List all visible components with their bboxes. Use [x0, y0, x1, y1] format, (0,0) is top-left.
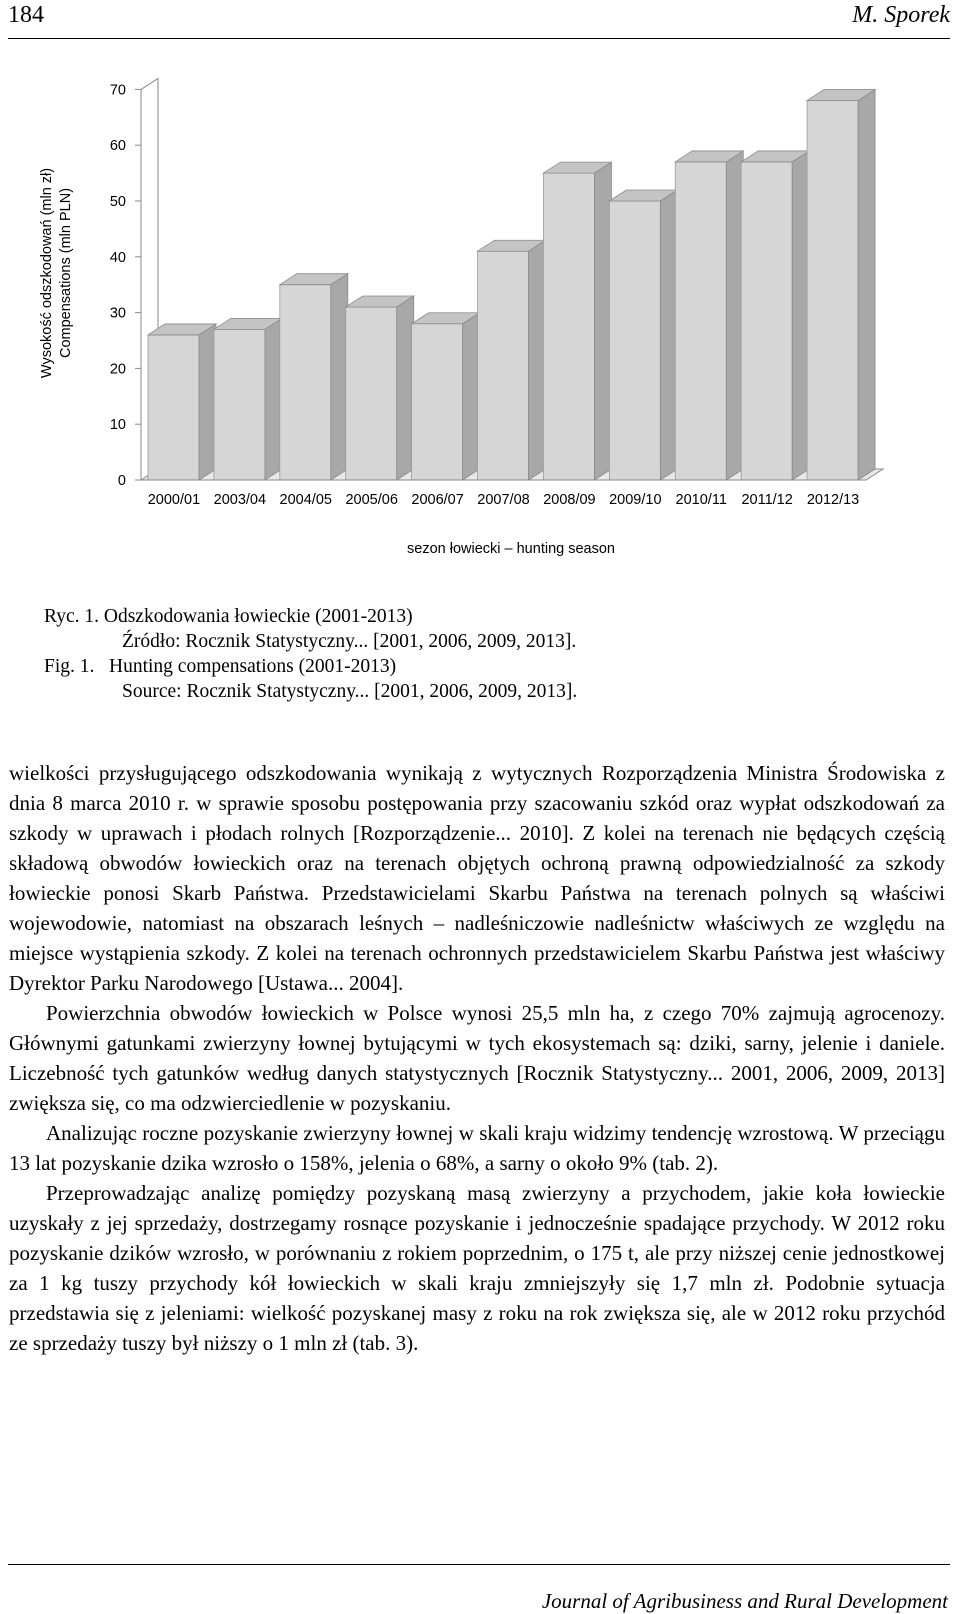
bar-side — [529, 240, 546, 480]
bar-front — [412, 324, 463, 480]
bar — [543, 162, 611, 480]
page-footer — [8, 1564, 950, 1613]
x-tick-label: 2004/05 — [279, 492, 332, 508]
y-tick-label: 50 — [109, 194, 126, 210]
article-body — [9, 758, 945, 1358]
bar-front — [609, 201, 660, 480]
bar-side — [858, 90, 875, 480]
bar-side — [726, 151, 743, 480]
bar-side — [594, 162, 611, 480]
caption-en-source: Source: Rocznik Statystyczny... [2001, 2006, 2009, 2013]. — [122, 681, 578, 702]
y-tick-label: 0 — [117, 473, 126, 489]
y-tick-label: 60 — [109, 138, 126, 155]
bar-front — [148, 335, 199, 480]
bar-front — [346, 307, 397, 480]
bar-chart — [0, 40, 960, 585]
bar-side — [463, 313, 480, 480]
x-tick-label: 2005/06 — [345, 492, 398, 508]
bar-side — [265, 318, 282, 480]
bar-side — [660, 190, 677, 480]
bar — [280, 274, 348, 480]
y-axis-label-line1: Wysokość odszkodowań (mln zł) — [39, 167, 55, 379]
bar-front — [741, 162, 792, 480]
caption-en-label: Fig. 1. — [44, 656, 95, 677]
y-tick-label: 10 — [109, 417, 126, 434]
chart-x-tick-labels — [148, 492, 860, 508]
figure-caption — [44, 604, 577, 704]
bar-front — [214, 329, 265, 480]
x-tick-label: 2011/12 — [741, 492, 793, 508]
paragraph-4: Przeprowadzając analizę pomiędzy pozyskaną masą zwierzyny a przychodem, jakie koła łowieckie uzyskały z jej sprzedaży, dostrzegamy rosnące pozyskanie i jednocześnie spadające przychody. W 2012 roku pozyskanie dzików wzrosło, w porównaniu z rokiem poprzednim, o 175 t, ale przy niższej cenie jednostkowej za 1 kg tuszy przychody kół łowieckich w skali kraju zmniejszyły się 1,7 mln zł. Podobnie sytuacja przedstawia się z jeleniami: wielkość pozyskanej masy z roku na rok zwiększa się, ale w 2012 roku przychód ze sprzedaży tuszy był niższy o 1 mln zł (tab. 3). — [9, 1181, 945, 1355]
y-tick-label: 30 — [109, 305, 126, 322]
x-tick-label: 2008/09 — [543, 492, 596, 508]
bar — [807, 90, 875, 480]
bar — [346, 296, 414, 480]
chart-y-axis — [110, 82, 141, 489]
x-tick-label: 2012/13 — [806, 492, 860, 508]
bar — [214, 318, 282, 480]
y-tick-label: 20 — [109, 361, 126, 378]
caption-en-title: Hunting compensations (2001-2013) — [109, 656, 397, 677]
caption-pl-title: Odszkodowania łowieckie (2001-2013) — [103, 606, 413, 627]
caption-pl-label: Ryc. 1. — [44, 606, 100, 627]
bar-front — [675, 162, 726, 480]
bar-front — [543, 173, 594, 480]
x-tick-label: 2010/11 — [675, 492, 727, 508]
x-tick-label: 2003/04 — [213, 492, 267, 508]
y-tick-label: 70 — [109, 82, 126, 99]
bar — [609, 190, 677, 480]
x-tick-label: 2000/01 — [147, 492, 201, 508]
y-axis-label-line2: Compensations (mln PLN) — [58, 187, 74, 359]
journal-name: Journal of Agribusiness and Rural Development — [541, 1589, 948, 1613]
chart-bars — [141, 89, 875, 480]
bar — [478, 240, 546, 480]
x-tick-label: 2006/07 — [411, 492, 464, 508]
bar-side — [331, 274, 348, 480]
page-header — [8, 0, 950, 39]
running-author: M. Sporek — [852, 2, 950, 28]
bar-front — [807, 101, 858, 480]
bar — [412, 313, 480, 480]
caption-pl-source: Źródło: Rocznik Statystyczny... [2001, 2006, 2009, 2013]. — [122, 631, 577, 652]
y-tick-label: 40 — [109, 249, 126, 266]
bar — [675, 151, 743, 480]
bar-front — [478, 251, 529, 480]
paragraph-2: Powierzchnia obwodów łowieckich w Polsce wynosi 25,5 mln ha, z czego 70% zajmują agrocenozy. Głównymi gatunkami zwierzyny łownej bytującymi w tych ekosystemach są: dziki, sarny, jelenie i daniele. Liczebność tych gatunków według danych statystycznych [Rocznik Statystyczny... 2001, 2006, 2009, 2013] zwiększa się, co ma odzwierciedlenie w pozyskaniu. — [9, 1001, 945, 1115]
page-number: 184 — [8, 2, 44, 28]
paragraph-1: wielkości przysługującego odszkodowania wynikają z wytycznych Rozporządzenia Ministra Środowiska z dnia 8 marca 2010 r. w sprawie sposobu postępowania przy szacowaniu szkód oraz wypłat odszkodowań za szkody w uprawach i płodach rolnych [Rozporządzenie... 2010]. Z kolei na terenach nie będących częścią składową obwodów łowieckich oraz na terenach objętych ochroną prawną odpowiedzialność za szkody łowieckie ponosi Skarb Państwa. Przedstawicielami Skarbu Państwa na terenach polnych są właściwi wojewodowie, natomiast na obszarach leśnych – nadleśniczowie nadleśnictw właściwych ze względu na miejsce wystąpienia szkody. Z kolei na terenach ochronnych przedstawicielem Skarbu Państwa jest właściwy Dyrektor Parku Narodowego [Ustawa... 2004]. — [9, 761, 945, 995]
x-axis-label: sezon łowiecki – hunting season — [407, 541, 615, 557]
bar — [741, 151, 809, 480]
bar-front — [280, 285, 331, 480]
x-tick-label: 2007/08 — [477, 492, 530, 508]
bar-side — [792, 151, 809, 480]
paragraph-3: Analizując roczne pozyskanie zwierzyny łownej w skali kraju widzimy tendencję wzrostową. W przeciągu 13 lat pozyskanie dzika wzrosło o 158%, jelenia o 68%, a sarny o około 9% (tab. 2). — [9, 1121, 945, 1175]
bar — [148, 324, 216, 480]
bar-side — [199, 324, 216, 480]
x-tick-label: 2009/10 — [609, 492, 662, 508]
